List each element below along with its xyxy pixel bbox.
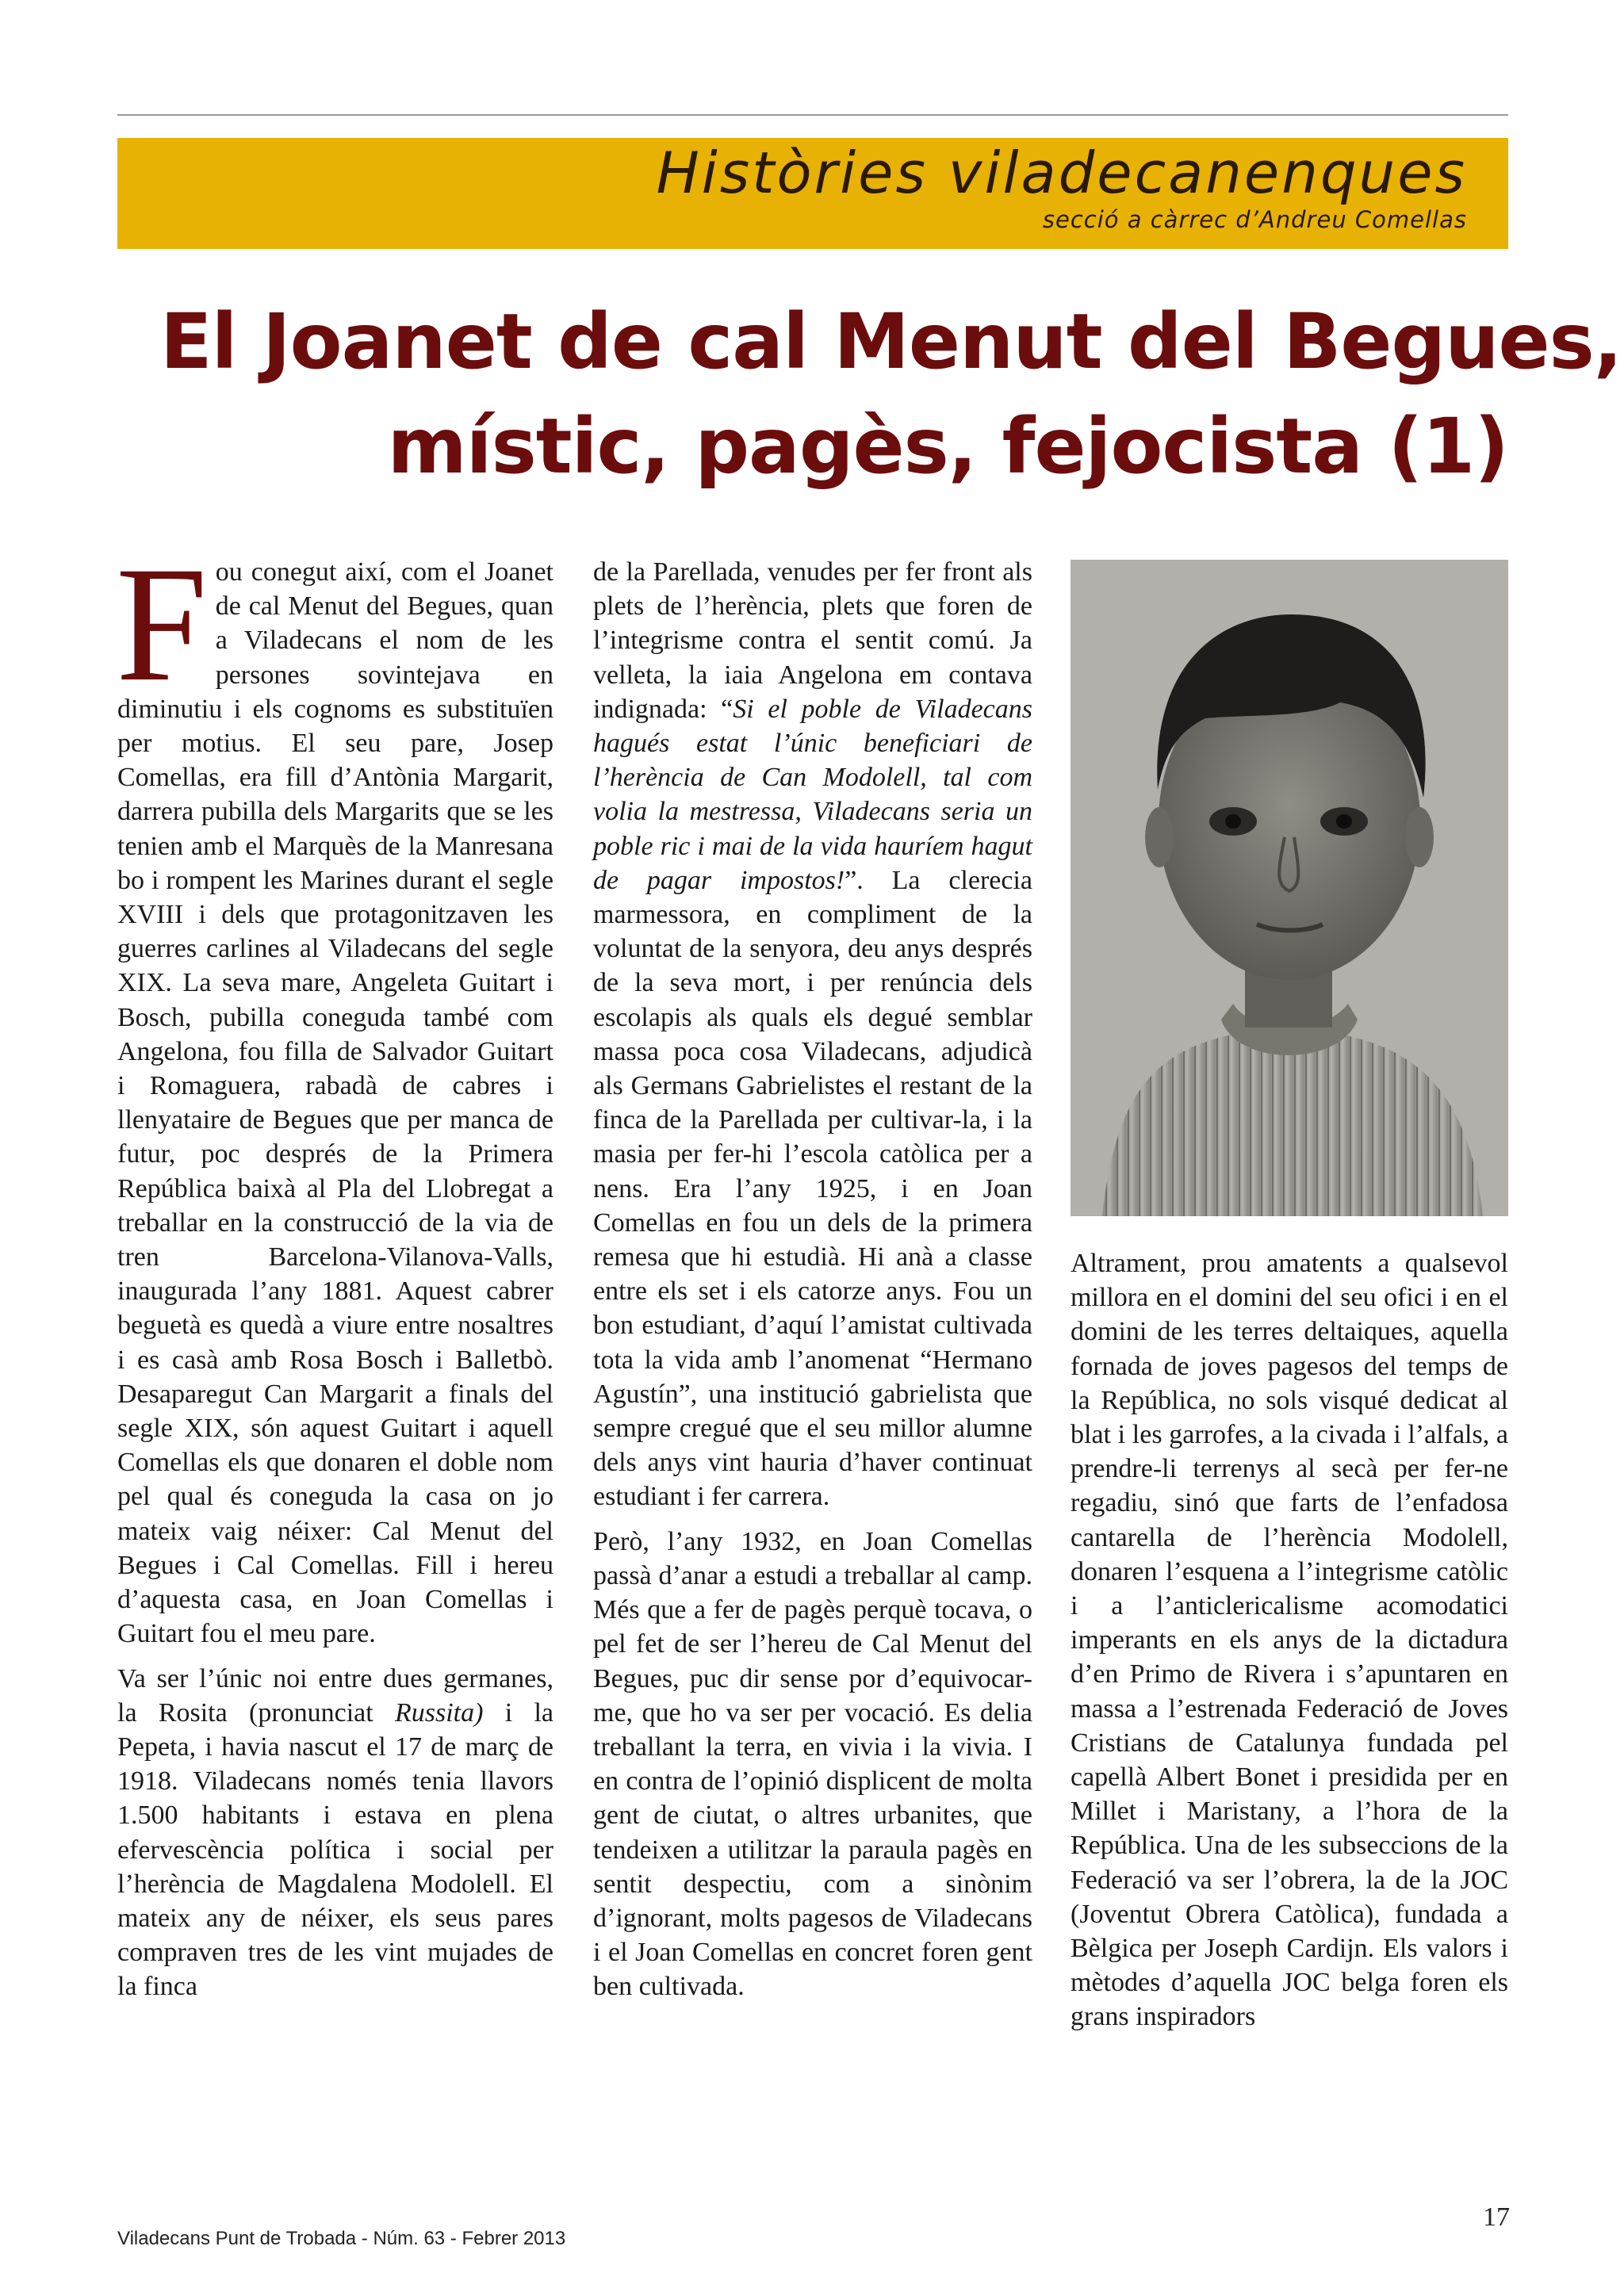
- page-number: 17: [1483, 2202, 1510, 2232]
- paragraph: [593, 555, 1032, 1514]
- paragraph-text: Va ser l’únic noi entre dues germanes, la Rosita (pronunciat: [117, 1663, 553, 1728]
- section-subtitle: secció a càrrec d’Andreu Comellas: [1042, 206, 1467, 233]
- drop-cap: F: [116, 533, 208, 715]
- article-headline: [160, 289, 1622, 499]
- column-1: [116, 533, 553, 2015]
- column-3: [1071, 1246, 1508, 2045]
- paragraph: Però, l’any 1932, en Joan Comellas passà d’anar a estudi a treballar al camp. Més que a fer de pagès perquè tocava, o pel fet de ser l’hereu de Cal Menut del Begues, puc dir sense por d’equivocar-me, que ho va ser per vocació. Es delia treballant la terra, en vivia i la vivia. I en contra de l’opinió displicent de molta gent de ciutat, o altres urbanites, que tendeixen a utilitzar la paraula pagès en sentit despectiu, com a sinònim d’ignorant, molts pagesos de Viladecans i el Joan Comellas en concret foren gent ben cultivada.: [593, 1526, 1032, 2002]
- section-banner: [117, 138, 1508, 249]
- portrait-illustration: [1071, 560, 1508, 1216]
- footer-publication: Viladecans Punt de Trobada - Núm. 63 - Febrer 2013: [117, 2228, 566, 2249]
- italic-text: Russita): [395, 1697, 484, 1728]
- paragraph-text: i la Pepeta, i havia nascut el 17 de març de 1918. Viladecans només tenia llavors 1.500 habitants i estava en plena efervescència política i social per l’herència de Magdalena Modolell. El mateix any de néixer, els seus pares compraven tres de les vint mujades de la finca: [117, 1697, 553, 2002]
- italic-quote: Si el poble de Viladecans hagués estat l’únic beneficiari de l’herència de Can Modolell, tal com volia la mestressa, Viladecans seria un poble ric i mai de la vida hauríem hagut de pagar impostos!: [593, 694, 1032, 895]
- portrait-photo: [1071, 560, 1508, 1216]
- headline-line-1: El Joanet de cal Menut del Begues,: [160, 297, 1622, 386]
- headline-line-2: místic, pagès, fejocista (1): [387, 402, 1508, 491]
- paragraph-text: ”. La clerecia marmessora, en compliment de la voluntat de la senyora, deu anys després de la seva mort, i per renúncia dels escolapis als quals els degué semblar massa poca cosa Viladecans, adjudicà als Germans Gabrielistes el restant de la finca de la Parellada per cultivar-la, i la masia per fer-hi l’escola catòlica per a nens. Era l’any 1925, i en Joan Comellas en fou un dels de la primera remesa que hi estudià. Hi anà a classe entre els set i els catorze anys. Fou un bon estudiant, d’aquí l’amistat cultivada tota la vida amb l’anomenat “Hermano Agustín”, una institució gabrielista que sempre cregué que el seu millor alumne dels anys vint hauria d’haver continuat estudiant i fer carrera.: [593, 865, 1032, 1512]
- column-2: [593, 555, 1032, 2015]
- top-rule: [117, 114, 1508, 116]
- paragraph: [116, 533, 553, 1651]
- paragraph-text: ou conegut així, com el Joanet de cal Menut del Begues, quan a Viladecans el nom de les persones sovintejava en diminutiu i els cognoms es substituïen per motius. El seu pare, Josep Comellas, era fill d’Antònia Margarit, darrera pubilla dels Margarits que se les tenien amb el Marquès de la Manresana bo i rompent les Marines durant el segle XVIII i dels que protagonitzaven les guerres carlines al Viladecans del segle XIX. La seva mare, Angeleta Guitart i Bosch, pubilla coneguda també com Angelona, fou filla de Salvador Guitart i Romaguera, rabadà de cabres i llenyataire de Begues que per manca de futur, poc després de la Primera República baixà al Pla del Llobregat a treballar en la construcció de la via de tren Barcelona-Vilanova-Valls, inaugurada l’any 1881. Aquest cabrer beguetà es quedà a viure entre nosaltres i es casà amb Rosa Bosch i Balletbò. Desaparegut Can Margarit a finals del segle XIX, són aquest Guitart i aquell Comellas els que donaren el doble nom pel qual és coneguda la casa on jo mateix vaig néixer: Cal Menut del Begues i Cal Comellas. Fill i hereu d’aquesta casa, en Joan Comellas i Guitart fou el meu pare.: [117, 557, 553, 1649]
- paragraph: [117, 1662, 553, 2004]
- section-title: Històries viladecanenques: [656, 140, 1467, 206]
- paragraph: Altrament, prou amatents a qualsevol millora en el domini del seu ofici i en el domini de les terres deltaiques, aquella fornada de joves pagesos del temps de la República, no sols visqué dedicat al blat i les garrofes, a la civada i l’alfals, a prendre-li terrenys al secà per fer-ne regadiu, sinó que farts de l’enfadosa cantarella de l’herència Modolell, donaren l’esquena a l’integrisme catòlic i a l’anticlericalisme acomodatici imperants en els anys de la dictadura d’en Primo de Rivera i s’apuntaren en massa a l’estrenada Federació de Joves Cristians de Catalunya fundada pel capellà Albert Bonet i presidida per en Millet i Maristany, a l’hora de la República. Una de les subseccions de la Federació va ser l’obrera, la de la JOC (Joventut Obrera Catòlica), fundada a Bèlgica per Joseph Cardijn. Els valors i mètodes d’aquella JOC belga foren els grans inspiradors: [1071, 1249, 1508, 2032]
- paragraph-text: de la Parellada, venudes per fer front als plets de l’herència, plets que foren de l’integrisme contra el sentit comú. Ja velleta, la iaia Angelona em contava indignada: “: [593, 557, 1032, 724]
